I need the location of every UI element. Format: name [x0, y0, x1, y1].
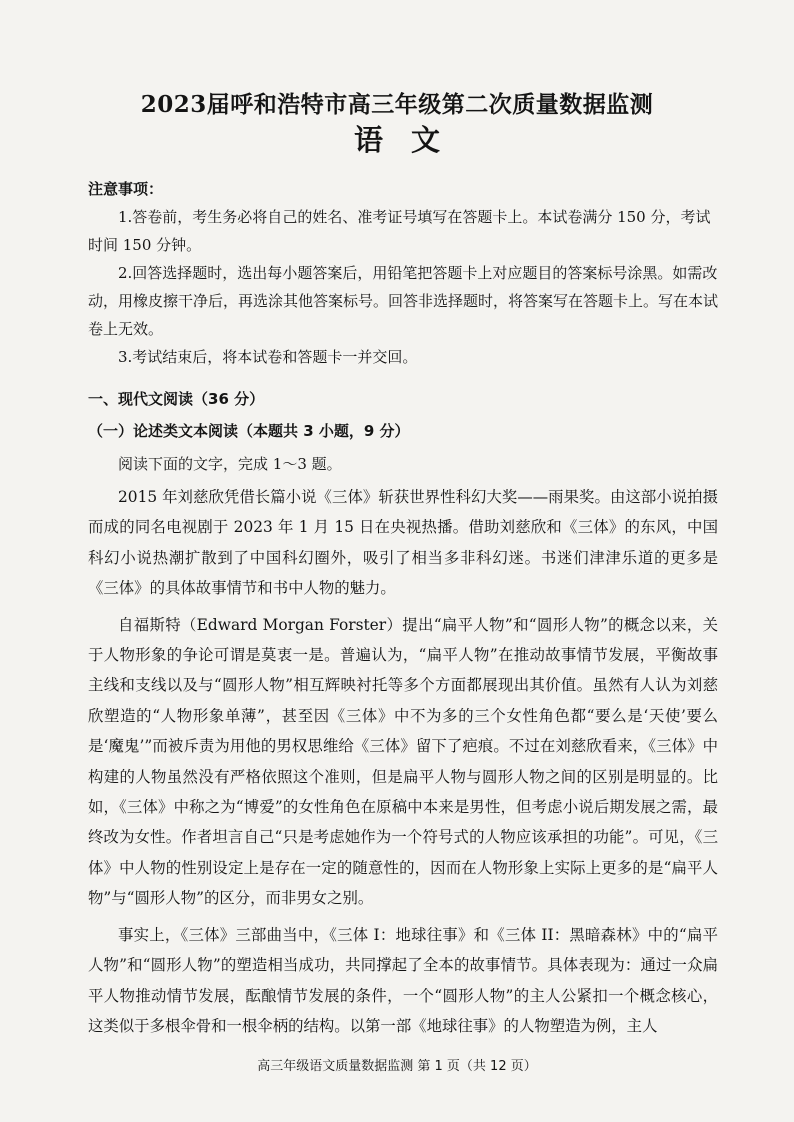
- reading-instruction: 阅读下面的文字，完成 1～3 题。: [118, 455, 342, 473]
- passage-paragraph: 自福斯特（Edward Morgan Forster）提出“扁平人物”和“圆形人物”的概念以来，关于人物形象的争论可谓是莫衷一是。普遍认为，“扁平人物”在推动故事情节发展，平衡故事主线和支线以及与“圆形人物”相互辉映衬托等多个方面都展现出其价值。虽然有人认为刘慈欣塑造的“人物形象单薄”，甚至因《三体》中不为多的三个女性角色都“要么是‘天使’要么是‘魔鬼’”而被斥责为用他的男权思维给《三体》留下了疤痕。不过在刘慈欣看来，《三体》中构建的人物虽然没有严格依照这个准则，但是扁平人物与圆形人物之间的区别是明显的。比如，《三体》中称之为“博爱”的女性角色在原稿中本来是男性，但考虑小说后期发展之需，最终改为女性。作者坦言自己“只是考虑她作为一个符号式的人物应该承担的功能”。可见，《三体》中人物的性别设定上是存在一定的随意性的，因而在人物形象上实际上更多的是“扁平人物”与“圆形人物”的区分，而非男女之别。: [88, 615, 718, 908]
- subject-title: 语文: [353, 123, 468, 157]
- notice-item: 3.考试结束后，将本试卷和答题卡一并交回。: [118, 348, 418, 366]
- notice-title: 注意事项：: [88, 180, 164, 198]
- passage-paragraph: 2015 年刘慈欣凭借长篇小说《三体》斩获世界性科幻大奖——雨果奖。由这部小说拍摄而成的同名电视剧于 2023 年 1 月 15 日在央视热播。借助刘慈欣和《三体》的东风，中国科幻小说热潮扩散到了中国科幻圈外，吸引了相当多非科幻迷。书迷们津津乐道的更多是《三体》的具体故事情节和书中人物的魅力。: [88, 488, 718, 598]
- notice-item: 2.回答选择题时，选出每小题答案后，用铅笔把答题卡上对应题目的答案标号涂黑。如需改动，用橡皮擦干净后，再选涂其他答案标号。回答非选择题时，将答案写在答题卡上。写在本试卷上无效。: [88, 264, 719, 338]
- passage-paragraph: 事实上，《三体》三部曲当中，《三体 I：地球往事》和《三体 II：黑暗森林》中的“扁平人物”和“圆形人物”的塑造相当成功，共同撑起了全本的故事情节。具体表现为：通过一众扁平人物推动情节发展，酝酿情节发展的条件，一个“圆形人物”的主人公紧扣一个概念核心，这类似于多根伞骨和一根伞柄的结构。以第一部《地球往事》的人物塑造为例，主人: [88, 925, 718, 1035]
- page-footer: 高三年级语文质量数据监测 第 1 页（共 12 页）: [257, 1059, 537, 1074]
- exam-title: 2023届呼和浩特市高三年级第二次质量数据监测: [140, 91, 654, 118]
- reading-passage: [88, 482, 718, 1047]
- section-heading: 一、现代文阅读（36 分）: [88, 390, 265, 408]
- notice-item: 1.答卷前，考生务必将自己的姓名、准考证号填写在答题卡上。本试卷满分 150 分，考试时间 150 分钟。: [88, 208, 711, 254]
- subsection-heading: （一）论述类文本阅读（本题共 3 小题，9 分）: [88, 422, 410, 440]
- notice-block: [88, 175, 718, 371]
